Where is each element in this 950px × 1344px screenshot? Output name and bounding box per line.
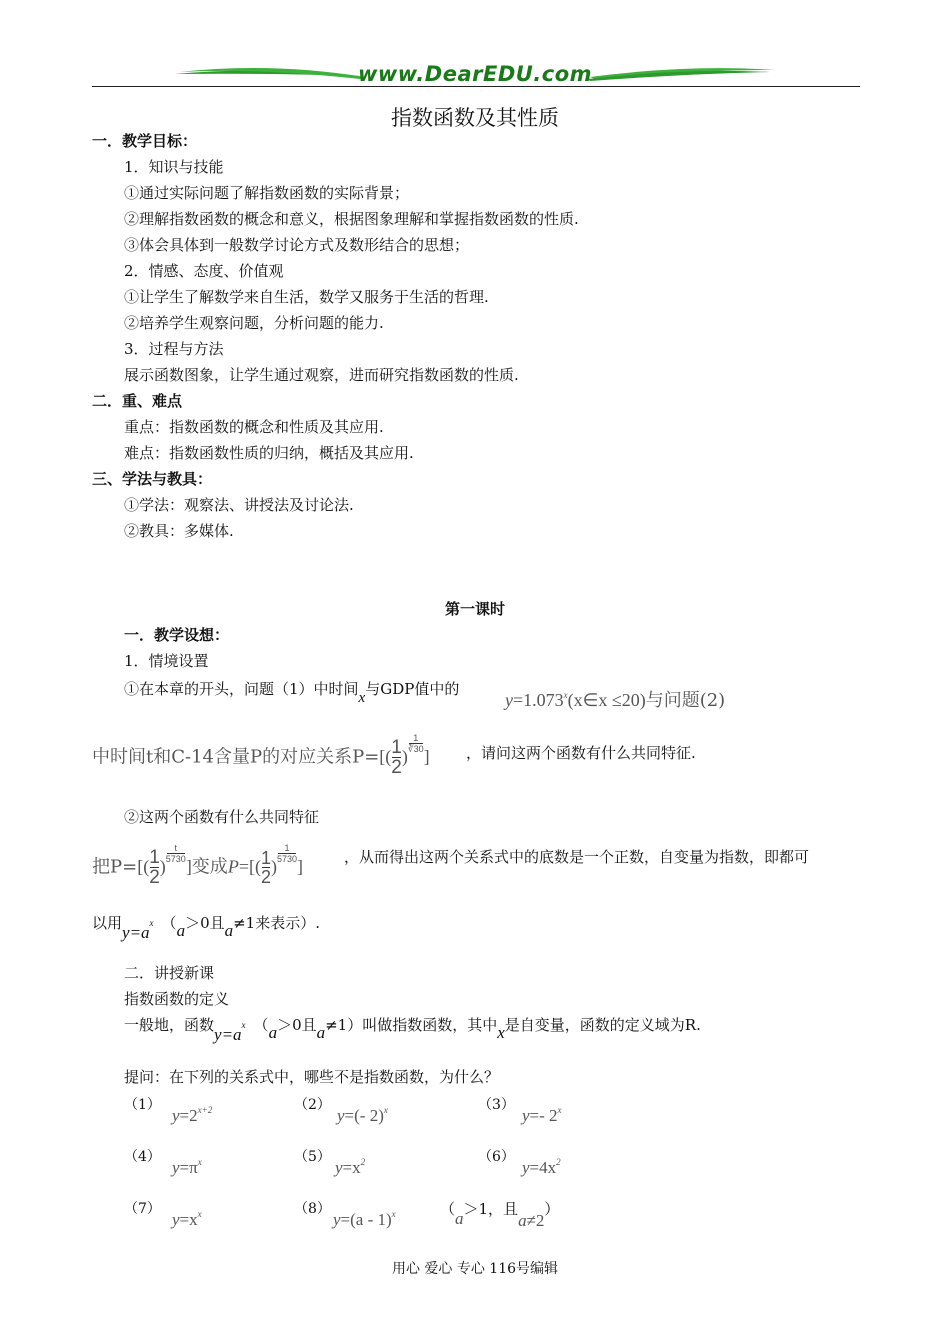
math-var: y	[522, 1106, 530, 1125]
math-sup: x	[557, 1105, 562, 1115]
math-expr: =2	[179, 1106, 198, 1125]
text-run: （	[440, 1200, 456, 1218]
text-run: ①在本章的开头，问题（1）中时间	[124, 680, 359, 698]
math-expr: =- 2	[529, 1106, 558, 1125]
text-line: ①通过实际问题了解指数函数的实际背景；	[124, 184, 410, 202]
fraction-half	[261, 849, 271, 886]
math-sup: 2	[360, 1157, 366, 1167]
lesson-title: 第一课时	[444, 600, 505, 618]
math-bracket: ]	[297, 856, 304, 877]
text-run: ＞1，且	[463, 1200, 519, 1218]
paragraph-scenario-1	[124, 678, 460, 706]
math-var: y	[522, 1158, 530, 1177]
math-expr: =1.073	[513, 690, 564, 710]
math-var: P	[227, 856, 239, 877]
text-line: 2．情感、态度、价值观	[124, 262, 284, 280]
math-eq: =	[238, 856, 249, 877]
text-run: ＞0且	[185, 914, 225, 932]
denominator: 2	[260, 867, 271, 887]
section-heading-methods: 三、学法与教具：	[92, 470, 213, 488]
fraction-exponent	[166, 843, 186, 864]
text-line: 指数函数的定义	[124, 990, 230, 1008]
math-sup: x	[149, 918, 154, 928]
text-line-question: 提问：在下列的关系式中，哪些不是指数函数，为什么？	[124, 1068, 500, 1086]
exercise-formula	[333, 1210, 396, 1230]
math-sup: x	[383, 1105, 388, 1115]
exercise-item	[478, 1146, 515, 1166]
exercise-label: （3）	[478, 1097, 515, 1113]
math-var: a	[224, 921, 234, 940]
text-line: 难点：指数函数性质的归纳，概括及其应用.	[124, 444, 414, 462]
formula-gdp	[505, 686, 725, 712]
numerator: t	[174, 843, 178, 853]
text-line: ②这两个函数有什么共同特征	[124, 808, 320, 826]
math-var: a	[268, 1023, 278, 1042]
exercise-item	[124, 1146, 161, 1166]
numerator: 1	[391, 737, 402, 758]
math-var: x	[497, 1023, 505, 1042]
exercise-formula	[172, 1210, 202, 1230]
text-line: ②培养学生观察问题，分析问题的能力.	[124, 314, 384, 332]
math-expr: =(- 2)	[344, 1106, 384, 1125]
math-bracket: )	[401, 746, 408, 767]
text-run: ，从而得出这两个关系式中的底数是一个正数，自变量为指数，即都可	[344, 848, 810, 866]
text-run: 变成	[191, 856, 228, 878]
math-expr: =a	[129, 923, 150, 942]
math-domain: (x∈x ≤20)	[567, 690, 646, 710]
math-bracket: ]	[185, 856, 192, 877]
denominator: ∛30	[407, 743, 424, 754]
text-run: ≠1来表示）.	[233, 914, 320, 932]
denominator: 2	[391, 757, 402, 778]
exercise-label: （4）	[124, 1149, 161, 1165]
logo-text: www.DearEDU.com	[357, 62, 593, 86]
exercise-formula	[335, 1158, 365, 1178]
math-bracket: )	[270, 856, 277, 877]
math-sup: x	[563, 690, 568, 700]
exercise-label: （7）	[124, 1201, 161, 1217]
text-run: 与GDP值中的	[365, 680, 460, 698]
paragraph-general-form	[92, 912, 320, 942]
denominator: 5730	[276, 854, 298, 864]
text-line: 1．知识与技能	[124, 158, 224, 176]
text-run: ＞0且	[277, 1016, 317, 1034]
math-var: y	[122, 923, 130, 942]
text-run: （	[253, 1016, 269, 1034]
exercise-item	[478, 1094, 515, 1114]
math-var: a	[455, 1209, 464, 1228]
math-var: y	[337, 1106, 345, 1125]
math-var: x	[358, 690, 366, 706]
math-var: y	[172, 1106, 180, 1125]
math-bracket: [(	[379, 746, 392, 767]
text-run: 一般地，函数	[124, 1016, 215, 1034]
denominator: 5730	[165, 854, 186, 864]
math-var: a	[316, 1023, 326, 1042]
fraction-exponent	[408, 733, 424, 755]
text-run: ）	[544, 1200, 560, 1218]
math-bracket: ]	[423, 746, 430, 767]
fraction-exponent	[277, 843, 297, 864]
math-sup: x	[391, 1209, 396, 1219]
text-line: ②教具：多媒体.	[124, 522, 234, 540]
section-heading-objectives: 一．教学目标：	[92, 132, 198, 150]
exercise-label: （5）	[294, 1149, 331, 1165]
lesson-heading-design: 一．教学设想：	[124, 626, 230, 644]
text-line: ①让学生了解数学来自生活，数学又服务于生活的哲理.	[124, 288, 489, 306]
math-var: a	[518, 1211, 527, 1230]
math-var: y	[172, 1158, 180, 1177]
math-expr: ≠2	[526, 1211, 545, 1230]
paragraph-transform	[92, 843, 304, 888]
paragraph-definition	[124, 1014, 701, 1044]
section-heading-keypoints: 二．重、难点	[92, 392, 183, 410]
math-sup: 2	[556, 1157, 561, 1167]
numerator: 1	[260, 848, 271, 868]
math-var: y	[214, 1025, 222, 1044]
text-run: （	[161, 914, 177, 932]
text-line: ③体会具体到一般数学讨论方式及数形结合的思想；	[124, 236, 470, 254]
denominator: 2	[149, 867, 160, 888]
exercise-8-condition	[440, 1198, 560, 1230]
exercise-formula	[172, 1106, 212, 1126]
text-run: 以用	[92, 914, 123, 932]
exercise-label: （2）	[294, 1097, 331, 1113]
math-var: a	[176, 921, 186, 940]
math-expr: =(a - 1)	[340, 1210, 392, 1229]
exercise-item	[124, 1198, 161, 1218]
text-run: 是自变量，函数的定义域为R.	[504, 1016, 701, 1034]
text-run: 中时间t和C-14含量P的对应关系P=	[92, 746, 380, 768]
math-var: y	[505, 690, 513, 710]
math-var: y	[335, 1158, 343, 1177]
exercise-item	[294, 1146, 331, 1166]
math-sup: x	[197, 1157, 202, 1167]
exercise-item	[294, 1198, 331, 1218]
math-sup: x	[241, 1020, 246, 1030]
page-title: 指数函数及其性质	[391, 106, 559, 130]
math-bracket: [(	[248, 856, 261, 877]
lesson-heading-teaching: 二．讲授新课	[124, 964, 215, 982]
math-expr: =x	[179, 1210, 198, 1229]
math-sup: x+2	[197, 1105, 213, 1115]
exercise-formula	[172, 1158, 202, 1178]
math-bracket: [(	[137, 856, 150, 877]
math-bracket: )	[159, 856, 166, 877]
math-expr: =x	[342, 1158, 361, 1177]
math-expr: =4x	[529, 1158, 557, 1177]
text-run: 与问题(2)	[645, 690, 726, 711]
fraction-half	[391, 738, 402, 777]
numerator: 1	[149, 847, 160, 868]
text-line: ①学法：观察法、讲授法及讨论法.	[124, 496, 354, 514]
text-line: 3．过程与方法	[124, 340, 224, 358]
exercise-formula	[522, 1106, 562, 1126]
numerator: 1	[413, 732, 419, 743]
text-run: ≠1）叫做指数函数，其中	[325, 1016, 498, 1034]
exercise-label: （8）	[294, 1201, 331, 1217]
exercise-item	[294, 1094, 331, 1114]
text-line: 展示函数图象，让学生通过观察，进而研究指数函数的性质.	[124, 366, 519, 384]
paragraph-scenario-2	[92, 732, 430, 778]
text-line: ②理解指数函数的概念和意义，根据图象理解和掌握指数函数的性质.	[124, 210, 579, 228]
fraction-half	[149, 848, 160, 887]
text-run: ，请问这两个函数有什么共同特征.	[466, 744, 696, 762]
text-run: 把P=	[92, 856, 138, 878]
math-var: y	[172, 1210, 180, 1229]
numerator: 1	[284, 843, 290, 853]
page-footer: 用心 爱心 专心 116号编辑	[391, 1261, 559, 1277]
exercise-formula	[337, 1106, 388, 1126]
exercise-item	[124, 1094, 161, 1114]
header-rule	[92, 86, 860, 87]
math-expr: =a	[221, 1025, 242, 1044]
text-line: 1．情境设置	[124, 652, 209, 670]
exercise-label: （1）	[124, 1097, 161, 1113]
math-expr: =π	[179, 1158, 198, 1177]
exercise-formula	[522, 1158, 561, 1178]
math-sup: x	[197, 1209, 202, 1219]
text-line: 重点：指数函数的概念和性质及其应用.	[124, 418, 384, 436]
exercise-label: （6）	[478, 1149, 515, 1165]
math-var: y	[333, 1210, 341, 1229]
